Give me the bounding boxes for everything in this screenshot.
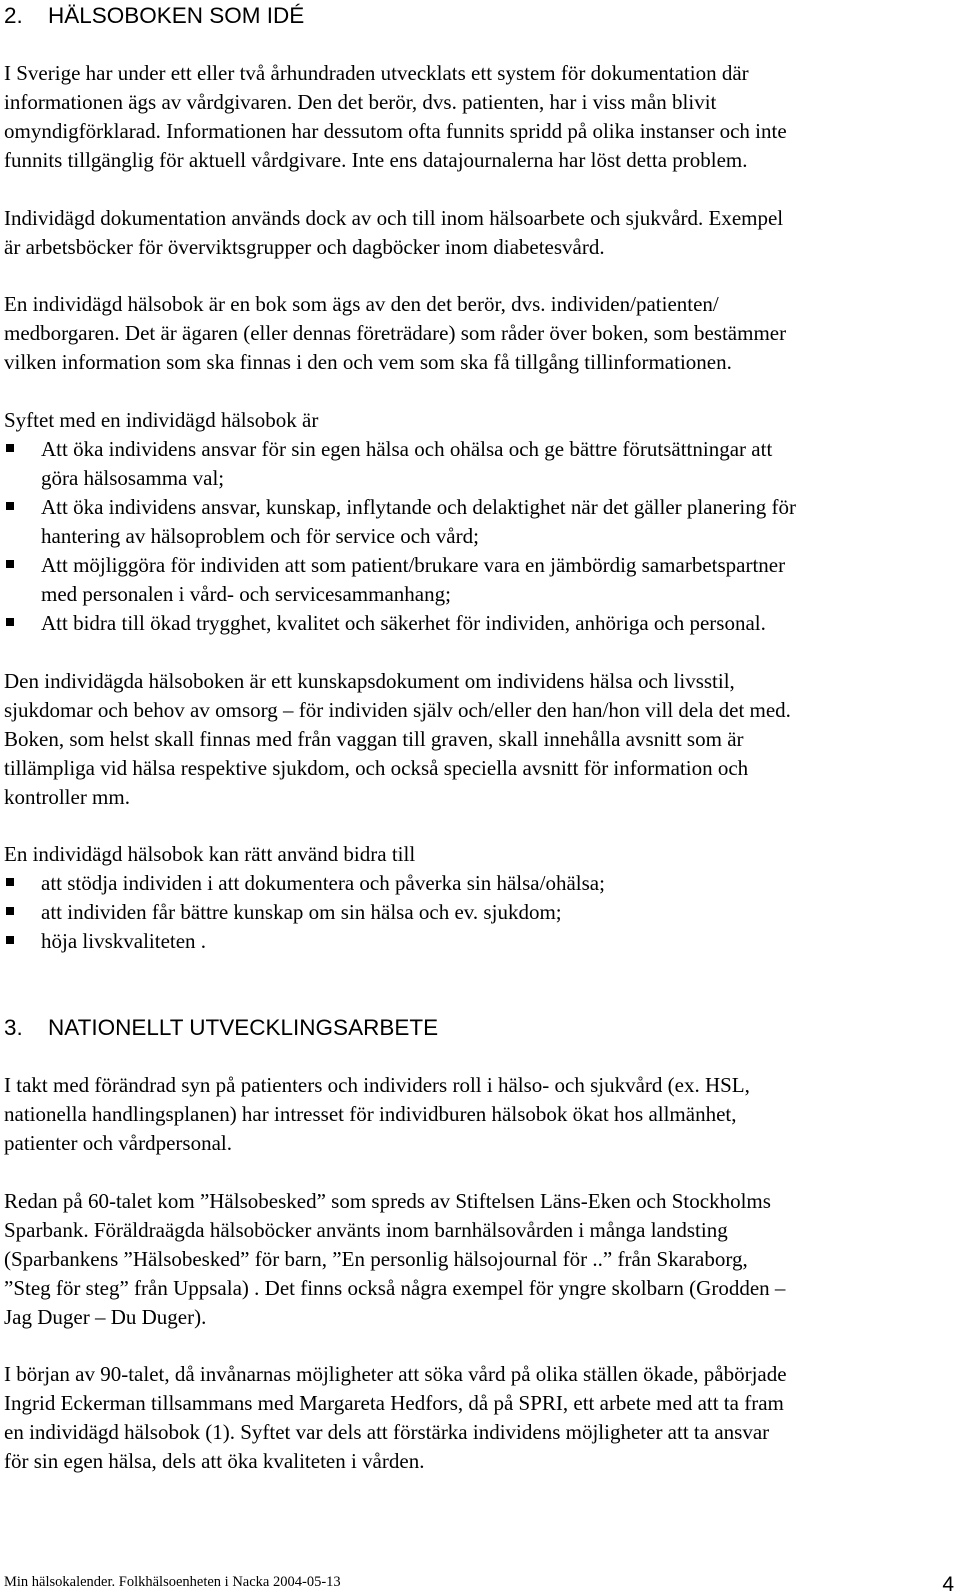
text-line: medborgaren. Det är ägaren (eller dennas företrädare) som råder över boken, som bestämmer <box>4 321 787 345</box>
contrib-bullet-3 <box>4 927 958 956</box>
text-line: är arbetsböcker för överviktsgrupper och dagböcker inom diabetesvård. <box>4 235 605 259</box>
text-line: patienter och vårdpersonal. <box>4 1131 232 1155</box>
contrib-intro <box>4 840 958 869</box>
square-bullet-icon <box>6 878 14 886</box>
section-2-paragraph-3 <box>4 290 958 377</box>
text-line: Redan på 60-talet kom ”Hälsobesked” som spreds av Stiftelsen Läns-Eken och Stockholms <box>4 1189 771 1213</box>
text-line: tillämpliga vid hälsa respektive sjukdom, och också speciella avsnitt för information och <box>4 756 749 780</box>
purpose-bullet-1 <box>4 435 958 493</box>
square-bullet-icon <box>6 502 14 510</box>
section-2-number: 2. <box>4 3 23 28</box>
text-line: I Sverige har under ett eller två århundraden utvecklats ett system för dokumentation där <box>4 61 749 85</box>
square-bullet-icon <box>6 907 14 915</box>
section-3-paragraph-3 <box>4 1360 958 1476</box>
text-line: med personalen i vård- och servicesammanhang; <box>41 582 451 606</box>
text-line: Att bidra till ökad trygghet, kvalitet och säkerhet för individen, anhöriga och personal. <box>41 611 766 635</box>
text-line: En individägd hälsobok kan rätt använd bidra till <box>4 842 416 866</box>
text-line: sjukdomar och behov av omsorg – för individen själv och/eller den han/hon vill dela det med. <box>4 698 791 722</box>
text-line: en individägd hälsobok (1). Syftet var dels att förstärka individens möjligheter att ta ansvar <box>4 1420 770 1444</box>
text-line: Att möjliggöra för individen att som patient/brukare vara en jämbördig samarbetspartner <box>41 553 786 577</box>
text-line: I takt med förändrad syn på patienters och individers roll i hälso- och sjukvård (ex. HSL, <box>4 1073 750 1097</box>
section-3-title: NATIONELLT UTVECKLINGSARBETE <box>48 1015 439 1040</box>
purpose-bullet-3 <box>4 551 958 609</box>
section-3-paragraph-2 <box>4 1187 958 1332</box>
text-line: En individägd hälsobok är en bok som ägs av den det berör, dvs. individen/patienten/ <box>4 292 719 316</box>
section-3-number: 3. <box>4 1015 23 1040</box>
text-line: (Sparbankens ”Hälsobesked” för barn, ”En personlig hälsojournal för ..” från Skaraborg, <box>4 1247 748 1271</box>
square-bullet-icon <box>6 936 14 944</box>
text-line: omyndigförklarad. Informationen har dessutom ofta funnits spridd på olika instanser och inte <box>4 119 787 143</box>
text-line: kontroller mm. <box>4 785 130 809</box>
section-3-heading <box>4 1013 438 1042</box>
text-line: funnits tillgänglig för aktuell vårdgivare. Inte ens datajournalerna har löst detta problem. <box>4 148 748 172</box>
text-line: Sparbank. Föräldraägda hälsoböcker använts inom barnhälsovården i många landsting <box>4 1218 728 1242</box>
text-line: Boken, som helst skall finnas med från vaggan till graven, skall innehålla avsnitt som är <box>4 727 744 751</box>
text-line: Ingrid Eckerman tillsammans med Margareta Hedfors, då på SPRI, ett arbete med att ta fram <box>4 1391 784 1415</box>
page-footer: Min hälsokalender. Folkhälsoenheten i Nacka 2004-05-13 <box>4 1574 341 1590</box>
section-2-heading <box>4 1 304 30</box>
text-line: att stödja individen i att dokumentera och påverka sin hälsa/ohälsa; <box>41 871 605 895</box>
section-2-paragraph-4 <box>4 667 958 812</box>
text-line: vilken information som ska finnas i den och vem som ska få tillgång tillinformationen. <box>4 350 732 374</box>
text-line: informationen ägs av vårdgivaren. Den det berör, dvs. patienten, har i viss mån blivit <box>4 90 717 114</box>
contrib-bullet-2 <box>4 898 958 927</box>
square-bullet-icon <box>6 444 14 452</box>
text-line: för sin egen hälsa, dels att öka kvaliteten i vården. <box>4 1449 425 1473</box>
text-line: Individägd dokumentation används dock av och till inom hälsoarbete och sjukvård. Exempel <box>4 206 784 230</box>
text-line: Att öka individens ansvar, kunskap, inflytande och delaktighet när det gäller planering för <box>41 495 796 519</box>
section-3-paragraph-1 <box>4 1071 958 1158</box>
text-line: nationella handlingsplanen) har intresset för individburen hälsobok ökat hos allmänhet, <box>4 1102 737 1126</box>
section-2-paragraph-1 <box>4 59 958 175</box>
square-bullet-icon <box>6 618 14 626</box>
text-line: I början av 90-talet, då invånarnas möjligheter att söka vård på olika ställen ökade, påbörjade <box>4 1362 787 1386</box>
text-line: Den individägda hälsoboken är ett kunskapsdokument om individens hälsa och livsstil, <box>4 669 735 693</box>
text-line: Att öka individens ansvar för sin egen hälsa och ohälsa och ge bättre förutsättningar att <box>41 437 773 461</box>
page-number: 4 <box>942 1573 954 1596</box>
text-line: Syftet med en individägd hälsobok är <box>4 408 319 432</box>
text-line: ”Steg för steg” från Uppsala) . Det finns också några exempel för yngre skolbarn (Grodden – <box>4 1276 786 1300</box>
text-line: att individen får bättre kunskap om sin hälsa och ev. sjukdom; <box>41 900 562 924</box>
text-line: göra hälsosamma val; <box>41 466 225 490</box>
square-bullet-icon <box>6 560 14 568</box>
section-2-paragraph-2 <box>4 204 958 262</box>
purpose-intro <box>4 406 958 435</box>
text-line: Jag Duger – Du Duger). <box>4 1305 207 1329</box>
text-line: hantering av hälsoproblem och för service och vård; <box>41 524 479 548</box>
purpose-bullet-2 <box>4 493 958 551</box>
section-2-title: HÄLSOBOKEN SOM IDÉ <box>48 3 305 28</box>
text-line: höja livskvaliteten . <box>41 929 207 953</box>
purpose-bullet-4 <box>4 609 958 638</box>
contrib-bullet-1 <box>4 869 958 898</box>
